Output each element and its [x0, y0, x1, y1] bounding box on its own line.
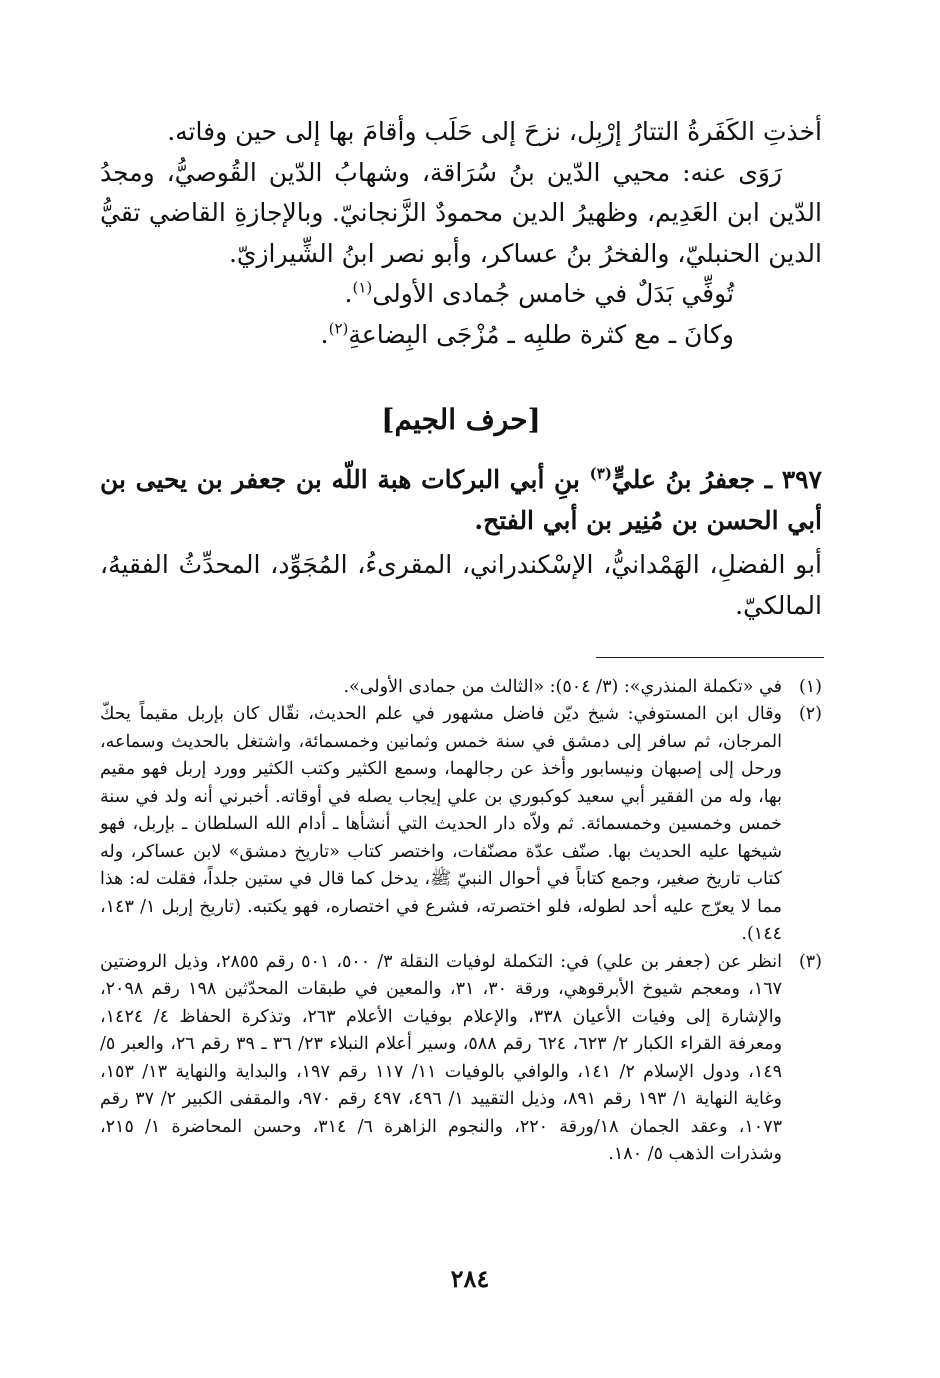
footnote-text: في «تكملة المنذري»: (٣/ ٥٠٤): «الثالث من جمادى الأولى».	[343, 677, 782, 697]
entry-title-rest: بنِ أبي البركات هبة اللّه بن جعفر بن يحيى بن أبي الحسن بن مُنِير بن أبي الفتح.	[91, 465, 822, 535]
death-text: تُوفِّي بَدَلٌ في خامس جُمادى الأولى	[372, 279, 734, 308]
footnote-3	[100, 949, 822, 1169]
page-number: ٢٨٤	[450, 1264, 490, 1293]
paragraph-continuation: أخذتِ الكَفَرةُ التتارُ إرْبِل، نزحَ إلى حَلَب وأقامَ بها إلى حين وفاته.	[167, 117, 822, 146]
main-text-top	[100, 112, 822, 355]
entry-title	[91, 460, 822, 541]
footnote-number: (١)	[798, 677, 822, 697]
footnote-ref-1[interactable]: (١)	[352, 278, 373, 297]
paragraph-death	[100, 274, 822, 315]
entry-body	[100, 545, 822, 626]
entry-description: أبو الفضلِ، الهَمْدانيُّ، الإسْكندراني، المقرىءُ، المُجَوِّد، المحدِّثُ الفقيهُ، المالكيّ.	[100, 550, 822, 620]
death-end: .	[344, 279, 353, 308]
footnotes-section	[100, 674, 822, 1168]
footnote-number: (٣)	[798, 951, 822, 972]
paragraph-narrators: رَوَى عنه: محيي الدّين بنُ سُرَاقة، وشهابُ الدّين القُوصيُّ، ومجدُ الدّين ابن العَدِيم، وظهيرُ الدين محمودٌ الزَّنجانيّ. وبالإجازةِ القاضي تقيُّ الدين الحنبليّ، والفخرُ بنُ عساكر، وأبو نصر ابنُ الشِّيرازيّ.	[100, 157, 822, 268]
footnote-text: وقال ابن المستوفي: شيخ ديّن فاضل مشهور في علم الحديث، نقّال كان بإربل مقيماً يحكّ المرجان، ثم سافر إلى دمشق في سنة خمس وثمانين وخمسمائة، واشتغل بالحديث وسماعه، ورحل إلى إصبهان ونيسابور وأخذ عن رجالهما، وسمع الكثير وكتب الكثير وورد إربل فهو مقيم بها، وله من الفقير أبي سعيد كوكبوري بن علي إيجاب يصله في أوقاته. أخبرني أنه ولد في سنة خمس وخمسين وخمسمائة. ثم ولاّه دار الحديث التي أنشأها ـ أدام الله السلطان ـ بإربل، فهو شيخها عليه الحديث بها. صنّف عدّة مصنّفات، واختصر كتاب «تاريخ دمشق» لابن عساكر، وله كتاب تاريخ صغير، وجمع كتاباً في أحوال النبيّ ﷺ، يدخل كما قال في ستين جلداً، فقلت له: هذا مما لا يعرّج عليه أحد لطوله، فلو اختصرته، فشرع في اختصاره، فهو يكتبه. (تاريخ إربل ١/ ١٤٣، ١٤٤).	[100, 704, 782, 945]
footnote-divider	[596, 657, 824, 658]
footnote-1	[100, 674, 822, 701]
footnote-text: انظر عن (جعفر بن علي) في: التكملة لوفيات النقلة ٣/ ٥٠٠، ٥٠١ رقم ٢٨٥٥، وذيل الروضتين ١٦٧، ومعجم شيوخ الأبرقوهي، ورقة ٣٠، ٣١، والمعين في طبقات المحدّثين ١٩٨ رقم ٢٠٩٨، والإشارة إلى وفيات الأعيان ٣٣٨، والإعلام بوفيات الأعلام ٢٦٣، وتذكرة الحفاظ ٤/ ١٤٢٤، ومعرفة القراء الكبار ٢/ ٦٢٣، ٦٢٤ رقم ٥٨٨، وسير أعلام النبلاء ٢٣/ ٣٦ ـ ٣٩ رقم ٢٦، والعبر ٥/ ١٤٩، ودول الإسلام ٢/ ١٤١، والوافي بالوفيات ١١/ ١١٧ رقم ١٩٧، والبداية والنهاية ١٣/ ١٥٣، وغاية النهاية ١/ ١٩٣ رقم ٨٩١، وذيل التقييد ١/ ٤٩٦، ٤٩٧ رقم ٩٧٠، والمقفى الكبير ٢/ ٣٧ رقم ١٠٧٣، وعقد الجمان ١٨/ورقة ٢٢٠، والنجوم الزاهرة ٦/ ٣١٤، وحسن المحاضرة ١/ ٢١٥، وشذرات الذهب ٥/ ١٨٠.	[100, 951, 783, 1164]
footnote-number: (٢)	[798, 704, 822, 725]
footnote-ref-3[interactable]: (٣)	[589, 464, 612, 483]
entry-title-start: ٣٩٧ ـ جعفرُ بنُ عليٍّ	[611, 465, 822, 494]
footnote-2	[100, 701, 822, 948]
note-end: .	[320, 319, 329, 349]
footnote-ref-2[interactable]: (٢)	[328, 319, 349, 338]
entry-heading	[91, 460, 822, 541]
paragraph-note	[100, 315, 822, 356]
section-heading: [حرف الجيم]	[381, 403, 541, 436]
note-text: وكانَ ـ مع كثرة طلبِه ـ مُزْجَى البِضاعةِ	[348, 319, 734, 349]
